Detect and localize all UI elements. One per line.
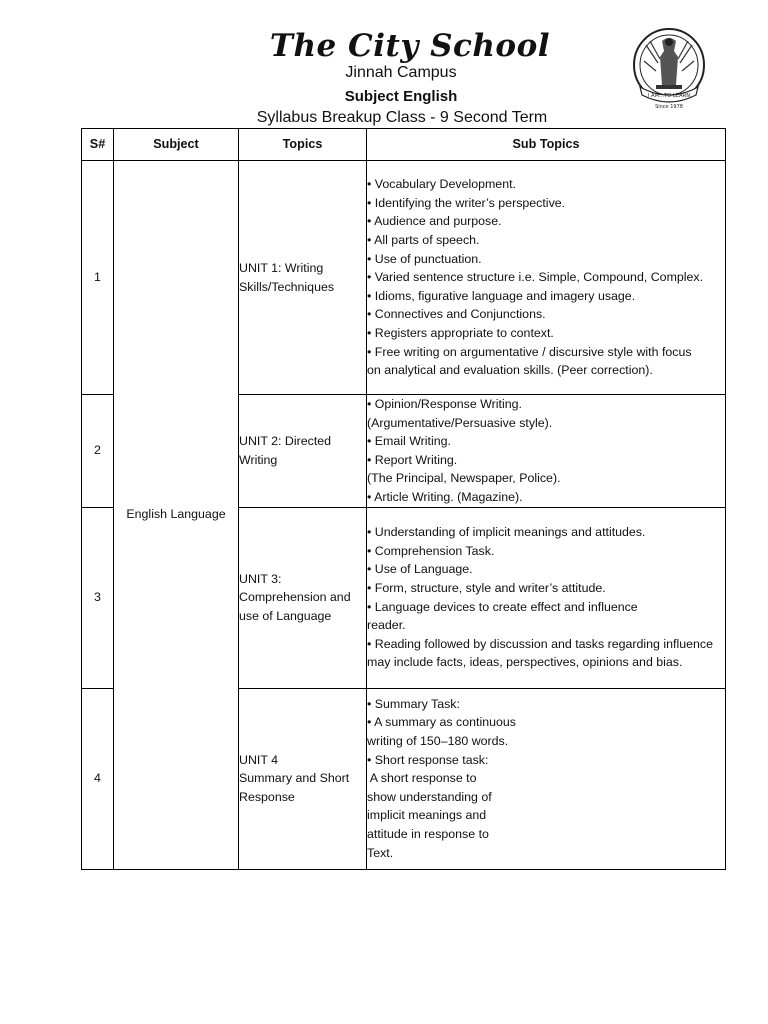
subtopic-line: on analytical and evaluation skills. (Peer correction). bbox=[367, 363, 653, 378]
school-crest-logo bbox=[632, 27, 706, 111]
row-number: 2 bbox=[82, 395, 114, 508]
subtopic-line: • Idioms, figurative language and imagery usage. bbox=[367, 288, 636, 303]
topic-line: Comprehension and bbox=[239, 590, 351, 605]
topic-line: UNIT 4 bbox=[239, 752, 279, 767]
subtopic-line: implicit meanings and bbox=[367, 808, 487, 823]
subtopic-line: • Article Writing. (Magazine). bbox=[367, 489, 523, 504]
subtopic-line: • Comprehension Task. bbox=[367, 543, 495, 558]
topic-cell bbox=[239, 688, 367, 869]
header-subtopics: Sub Topics bbox=[367, 129, 726, 161]
subtopic-line: • All parts of speech. bbox=[367, 233, 480, 248]
subtopic-line: • Varied sentence structure i.e. Simple, Compound, Complex. bbox=[367, 270, 704, 285]
header-sno: S# bbox=[82, 129, 114, 161]
topic-line: Summary and Short bbox=[239, 771, 350, 786]
row-number: 3 bbox=[82, 507, 114, 688]
subtopic-line: • Use of Language. bbox=[367, 562, 473, 577]
subtopic-line: • Free writing on argumentative / discursive style with focus bbox=[367, 344, 692, 359]
subtopics-cell bbox=[367, 395, 726, 508]
subject-title: Subject English bbox=[344, 88, 458, 105]
subtopics-cell bbox=[367, 688, 726, 869]
subtopics-cell bbox=[367, 161, 726, 395]
row-number: 4 bbox=[82, 688, 114, 869]
topic-cell bbox=[239, 395, 367, 508]
subject-cell: English Language bbox=[114, 161, 239, 870]
syllabus-breakup-title: Syllabus Breakup Class - 9 Second Term bbox=[256, 109, 548, 126]
campus-name: Jinnah Campus bbox=[345, 64, 457, 81]
header-topics: Topics bbox=[239, 129, 367, 161]
subtopic-line: attitude in response to bbox=[367, 827, 489, 842]
topic-line: UNIT 2: Directed bbox=[239, 434, 332, 449]
subtopic-line: • Audience and purpose. bbox=[367, 214, 502, 229]
subtopic-line: reader. bbox=[367, 618, 406, 633]
subtopic-line: • Summary Task: bbox=[367, 696, 460, 711]
topic-line: Writing bbox=[239, 452, 278, 467]
subtopics-cell bbox=[367, 507, 726, 688]
syllabus-table bbox=[81, 128, 726, 870]
subtopic-line: • Registers appropriate to context. bbox=[367, 325, 554, 340]
subtopic-line: (Argumentative/Persuasive style). bbox=[367, 415, 553, 430]
subtopic-line: • A summary as continuous bbox=[367, 715, 516, 730]
subtopic-line: • Identifying the writer’s perspective. bbox=[367, 195, 566, 210]
subtopic-line: • Opinion/Response Writing. bbox=[367, 397, 522, 411]
subtopic-line: may include facts, ideas, perspectives, opinions and bias. bbox=[367, 655, 683, 670]
topic-line: Skills/Techniques bbox=[239, 279, 335, 294]
subtopic-line: A short response to bbox=[367, 771, 477, 786]
topic-line: UNIT 1: Writing bbox=[239, 260, 324, 275]
topic-cell bbox=[239, 161, 367, 395]
subtopic-line: • Use of punctuation. bbox=[367, 251, 482, 266]
subtopic-line: • Email Writing. bbox=[367, 434, 451, 449]
subtopic-line: Text. bbox=[367, 845, 394, 860]
table-row bbox=[82, 161, 726, 395]
row-number: 1 bbox=[82, 161, 114, 395]
subtopic-line: • Understanding of implicit meanings and attitudes. bbox=[367, 525, 646, 540]
subtopic-line: • Connectives and Conjunctions. bbox=[367, 307, 546, 322]
table-header-row bbox=[82, 129, 726, 161]
subtopic-line: • Reading followed by discussion and tasks regarding influence bbox=[367, 636, 713, 651]
subtopic-line: (The Principal, Newspaper, Police). bbox=[367, 471, 561, 486]
topic-line: UNIT 3: bbox=[239, 571, 282, 586]
logo-since: Since 1978 bbox=[655, 104, 683, 110]
subtopic-line: writing of 150–180 words. bbox=[367, 734, 509, 749]
topic-cell bbox=[239, 507, 367, 688]
subtopic-line: • Short response task: bbox=[367, 752, 489, 767]
subtopic-line: • Vocabulary Development. bbox=[367, 177, 516, 192]
school-name: The City School bbox=[269, 28, 551, 64]
topic-line: use of Language bbox=[239, 608, 332, 623]
subtopic-line: • Form, structure, style and writer’s attitude. bbox=[367, 580, 606, 595]
header-subject: Subject bbox=[114, 129, 239, 161]
subtopic-line: show understanding of bbox=[367, 789, 492, 804]
document-header bbox=[0, 0, 768, 130]
subtopic-line: • Language devices to create effect and influence bbox=[367, 599, 638, 614]
topic-line: Response bbox=[239, 789, 295, 804]
subtopic-line: • Report Writing. bbox=[367, 452, 458, 467]
logo-motto: I AM...TO LEARN bbox=[647, 93, 691, 99]
